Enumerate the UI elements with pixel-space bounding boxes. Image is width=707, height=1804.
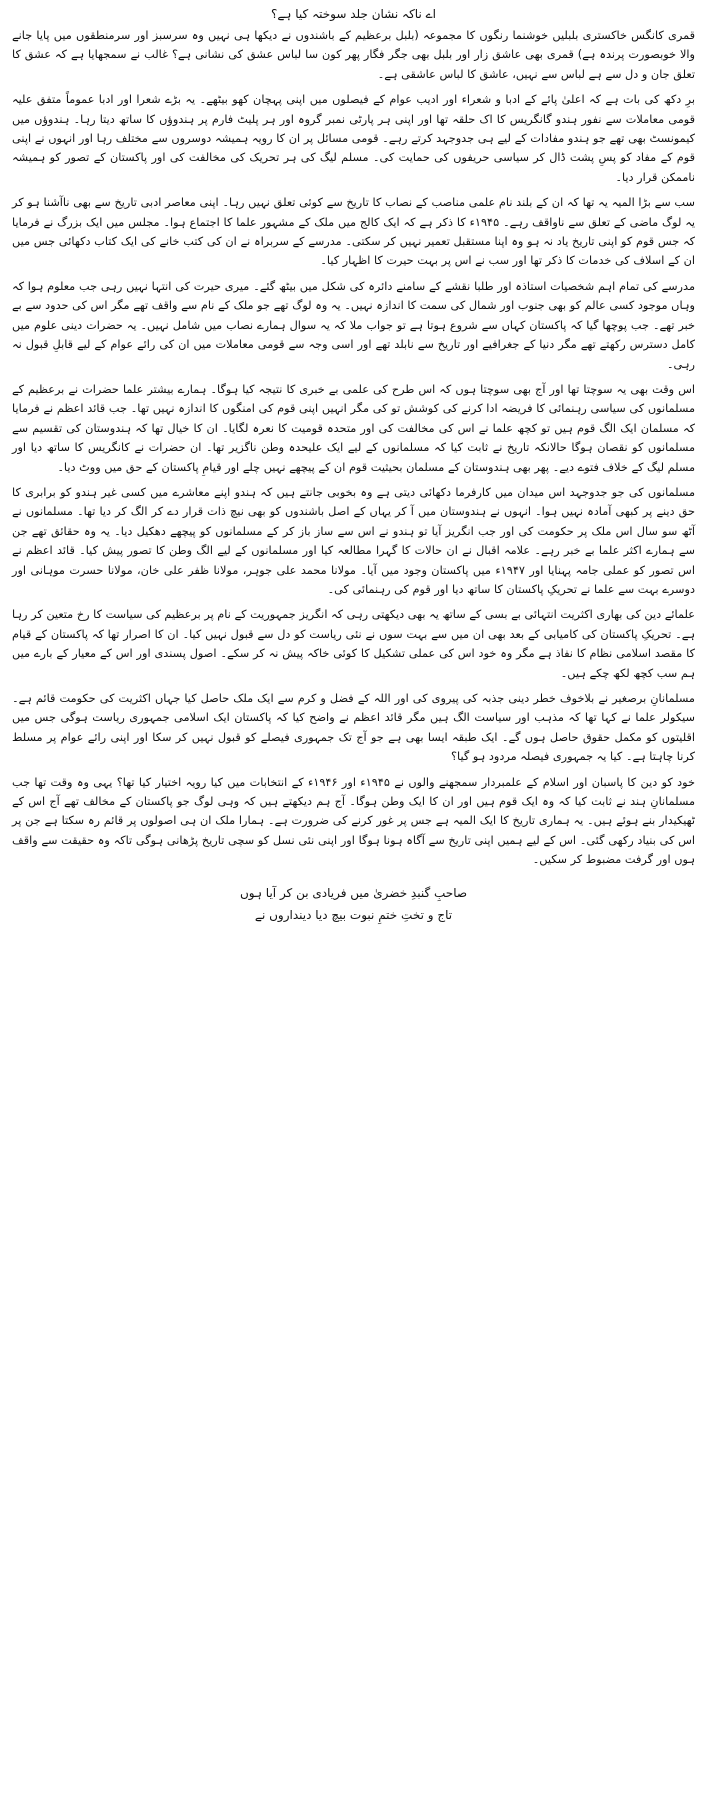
paragraph-3: سب سے بڑا المیہ یہ تھا کہ ان کے بلند نام علمی مناصب کے نصاب کا تاریخ سے کوئی تعلق نہیں رہا۔ اپنی معاصر ادبی تاریخ سے بھی ناآشنا ہو کر یہ لوگ ماضی کے تعلق سے ناواقف رہے۔ ۱۹۴۵ء کا ذکر ہے کہ ایک کالج میں ملک کے مشہور علما کا اجتماع ہوا۔ مجلس میں ایک بزرگ نے فرمایا کہ جس قوم کو اپنی تاریخ یاد نہ ہو وہ اپنا مستقبل تعمیر نہیں کر سکتی۔ مدرسے کے سربراہ نے ان کی کتب خانے کی ایک کتاب دکھائی جس میں ان کے اسلاف کی خدمات کا ذکر تھا اور سب نے اس پر بہت حیرت کا اظہار کیا۔: [12, 196, 695, 268]
closing-verse-line-2: تاج و تختِ ختمِ نبوت بیچ دیا دینداروں نے: [254, 907, 453, 922]
paragraph-8: مسلمانانِ برصغیر نے بلاخوف خطر دینی جذبہ کی پیروی کی اور اللہ کے فضل و کرم سے ایک ملک حاصل کیا جہاں اکثریت کی حکومت قائم ہے۔ سیکولر علما نے کہا تھا کہ مذہب اور سیاست الگ ہیں مگر قائد اعظم نے واضح کیا کہ پاکستان ایک اسلامی جمہوری ریاست ہوگی جس میں اقلیتوں کو مکمل حقوق حاصل ہوں گے۔ ایک طبقہ ایسا بھی ہے جو آج تک جمہوری فیصلے کو قبول نہیں کر سکا اور اپنی رائے عوام پر مسلط کرنا چاہتا ہے۔ کیا یہ جمہوری فیصلہ مردود ہو گیا؟: [12, 692, 695, 764]
paragraph-7: علمائے دین کی بھاری اکثریت انتہائی بے بسی کے ساتھ یہ بھی دیکھتی رہی کہ انگریز جمہوریت کے نام پر برعظیم کی سیاست کا رخ متعین کر رہا ہے۔ تحریکِ پاکستان کی کامیابی کے بعد بھی ان میں سے بہت سوں نے نئی ریاست کو دل سے قبول نہیں کیا۔ ان کا اصرار تھا کہ پاکستان کے قیام کا مقصد اسلامی نظام کا نفاذ ہے مگر وہ خود اس کی عملی تشکیل کا کوئی خاکہ پیش نہ کر سکے۔ اصول پسندی اور اس کے معیار کے بارے میں ہم سب کچھ لکھ چکے ہیں۔: [12, 608, 695, 680]
paragraph-4: مدرسے کی تمام اہم شخصیات استاذہ اور طلبا نقشے کے سامنے دائرہ کی شکل میں بیٹھ گئے۔ میری حیرت کی انتہا نہیں رہی جب معلوم ہوا کہ وہاں موجود کسی عالم کو بھی جنوب اور شمال کی سمت کا اندازہ نہیں۔ یہ وہ لوگ تھے جو ملک کے نام سے واقف تھے مگر اس کی حدود سے بے خبر تھے۔ جب پوچھا گیا کہ پاکستان کہاں سے شروع ہوتا ہے تو جواب ملا کہ یہ سوال ہمارے نصاب میں شامل نہیں۔ یہ حضرات دینی علوم میں کامل دسترس رکھتے تھے مگر دنیا کے جغرافیے اور تاریخ سے نابلد تھے اور اسی وجہ سے قومی معاملات میں ان کی رائے عوام کے لیے قابلِ قبول نہ رہی۔: [12, 279, 695, 371]
paragraph-9: خود کو دین کا پاسبان اور اسلام کے علمبردار سمجھنے والوں نے ۱۹۴۵ء اور ۱۹۴۶ء کے انتخابات میں کیا رویہ اختیار کیا تھا؟ یہی وہ وقت تھا جب مسلمانانِ ہند نے ثابت کیا کہ وہ ایک قوم ہیں اور ان کا ایک وطن ہوگا۔ آج ہم دیکھتے ہیں کہ وہی لوگ جو پاکستان کے مخالف تھے آج اس کے ٹھیکیدار بنے ہوئے ہیں۔ یہ ہماری تاریخ کا ایک المیہ ہے جس پر غور کرنے کی ضرورت ہے۔ ہمارا ملک ان ہی اصولوں پر قائم رہ سکتا ہے جن پر اس کی بنیاد رکھی گئی۔ اس کے لیے ہمیں اپنی تاریخ سے آگاہ ہونا ہوگا اور اپنی نئی نسل کو سچی تاریخ پڑھانی ہوگی تاکہ وہ حقیقت سے واقف ہوں اور گرفت مضبوط کر سکیں۔: [12, 775, 695, 867]
closing-verse: [12, 882, 695, 926]
paragraph-6: مسلمانوں کی جو جدوجہد اس میدان میں کارفرما دکھائی دیتی ہے وہ بخوبی جانتے ہیں کہ ہندو اپنے معاشرے میں کسی غیر ہندو کو برابری کا حق دینے پر کبھی آمادہ نہیں ہوا۔ انہوں نے ہندوستان میں آ کر یہاں کے اصل باشندوں کو بھی نیچ ذات قرار دے کر الگ کر دیا تھا۔ مسلمانوں نے آٹھ سو سال اس ملک پر حکومت کی اور جب انگریز آیا تو ہندو نے اس سے ساز باز کر کے مسلمانوں کو پیچھے دھکیل دیا۔ یہ وہ حقائق تھے جن سے ہمارے اکثر علما بے خبر رہے۔ علامہ اقبال نے ان حالات کا گہرا مطالعہ کیا اور مسلمانوں کے لیے الگ وطن کا تصور پیش کیا۔ قائد اعظم نے اس تصور کو عملی جامہ پہنایا اور ۱۹۴۷ء میں پاکستان وجود میں آیا۔ مولانا محمد علی جوہر، مولانا ظفر علی خان، مولانا حسرت موہانی اور دوسرے بہت سے علما نے تحریکِ پاکستان کا ساتھ دیا اور قوم کی رہنمائی کی۔: [12, 485, 695, 596]
article-title: اے ناکہ نشان جلد سوختہ کیا ہے؟: [271, 7, 436, 21]
paragraph-5: اس وقت بھی یہ سوچتا تھا اور آج بھی سوچتا ہوں کہ اس طرح کی علمی بے خبری کا نتیجہ کیا ہوگا۔ ہمارے بیشتر علما حضرات نے برعظیم کے مسلمانوں کی سیاسی رہنمائی کا فریضہ ادا کرنے کی کوشش تو کی مگر انہیں اپنی قوم کی امنگوں کا اندازہ نہیں تھا۔ جب قائد اعظم نے فرمایا کہ مسلمان ایک الگ قوم ہیں تو کچھ علما نے اس کی مخالفت کی اور متحدہ قومیت کا نعرہ لگایا۔ ان کا خیال تھا کہ ہندوستان کی تقسیم سے مسلمانوں کو نقصان ہوگا حالانکہ تاریخ نے ثابت کیا کہ مسلمانوں کے لیے ایک علیحدہ وطن ناگزیر تھا۔ ان حضرات نے کانگریس کا ساتھ دیا اور مسلم لیگ کے خلاف فتوے دیے۔ پھر بھی ہندوستان کے مسلمان بحیثیت قوم ان کے پیچھے نہیں چلے اور قیامِ پاکستان کے حق میں ووٹ دیا۔: [12, 382, 695, 474]
paragraph-2: برِ دکھ کی بات ہے کہ اعلیٰ پائے کے ادبا و شعراء اور ادیب عوام کے فیصلوں میں اپنی پہچان کھو بیٹھے۔ یہ بڑے شعرا اور ادبا عموماً متفق علیہ قومی معاملات سے نفور ہندو گانگریس کا اک حلقہ تھا اور اپنی ہر پارٹی نمبر گروہ اور ہر پلیٹ فارم پر ہندوؤں کا ساتھ دیتا رہا۔ ہندوؤں میں کیمونسٹ بھی تھے جو ہندو مفادات کے لیے ہی جدوجہد کرتے رہے۔ قومی مسائل پر ان کا رویہ ہمیشہ دوسروں سے مختلف رہا اور انہوں نے اپنی قوم کے مفاد کو پسِ پشت ڈال کر سیاسی حریفوں کی حمایت کی۔ مسلم لیگ کی ہر تحریک کی مخالفت کی اور پاکستان کے تصور کو ہمیشہ ناممکن قرار دیا۔: [12, 93, 695, 184]
paragraph-1: قمری کانگس خاکستری بلبلیں خوشنما رنگوں کا مجموعہ (بلبل برعظیم کے باشندوں نے دیکھا ہی نہیں وہ سرسبز اور سرمنطقوں میں پایا جانے والا خوبصورت پرندہ ہے) قمری بھی عاشق زار اور بلبل بھی جگر فگار پھر کون سا لباس عشق کی نشانی ہے؟ غالب نے سمجھایا ہے کہ عشق کا تعلق جان و دل سے ہے لباس سے نہیں، عاشق کا لباس عاشقی ہے۔: [12, 29, 695, 81]
closing-verse-line-1: صاحبِ گنبدِ خضریٰ میں فریادی بن کر آیا ہوں: [239, 885, 468, 900]
